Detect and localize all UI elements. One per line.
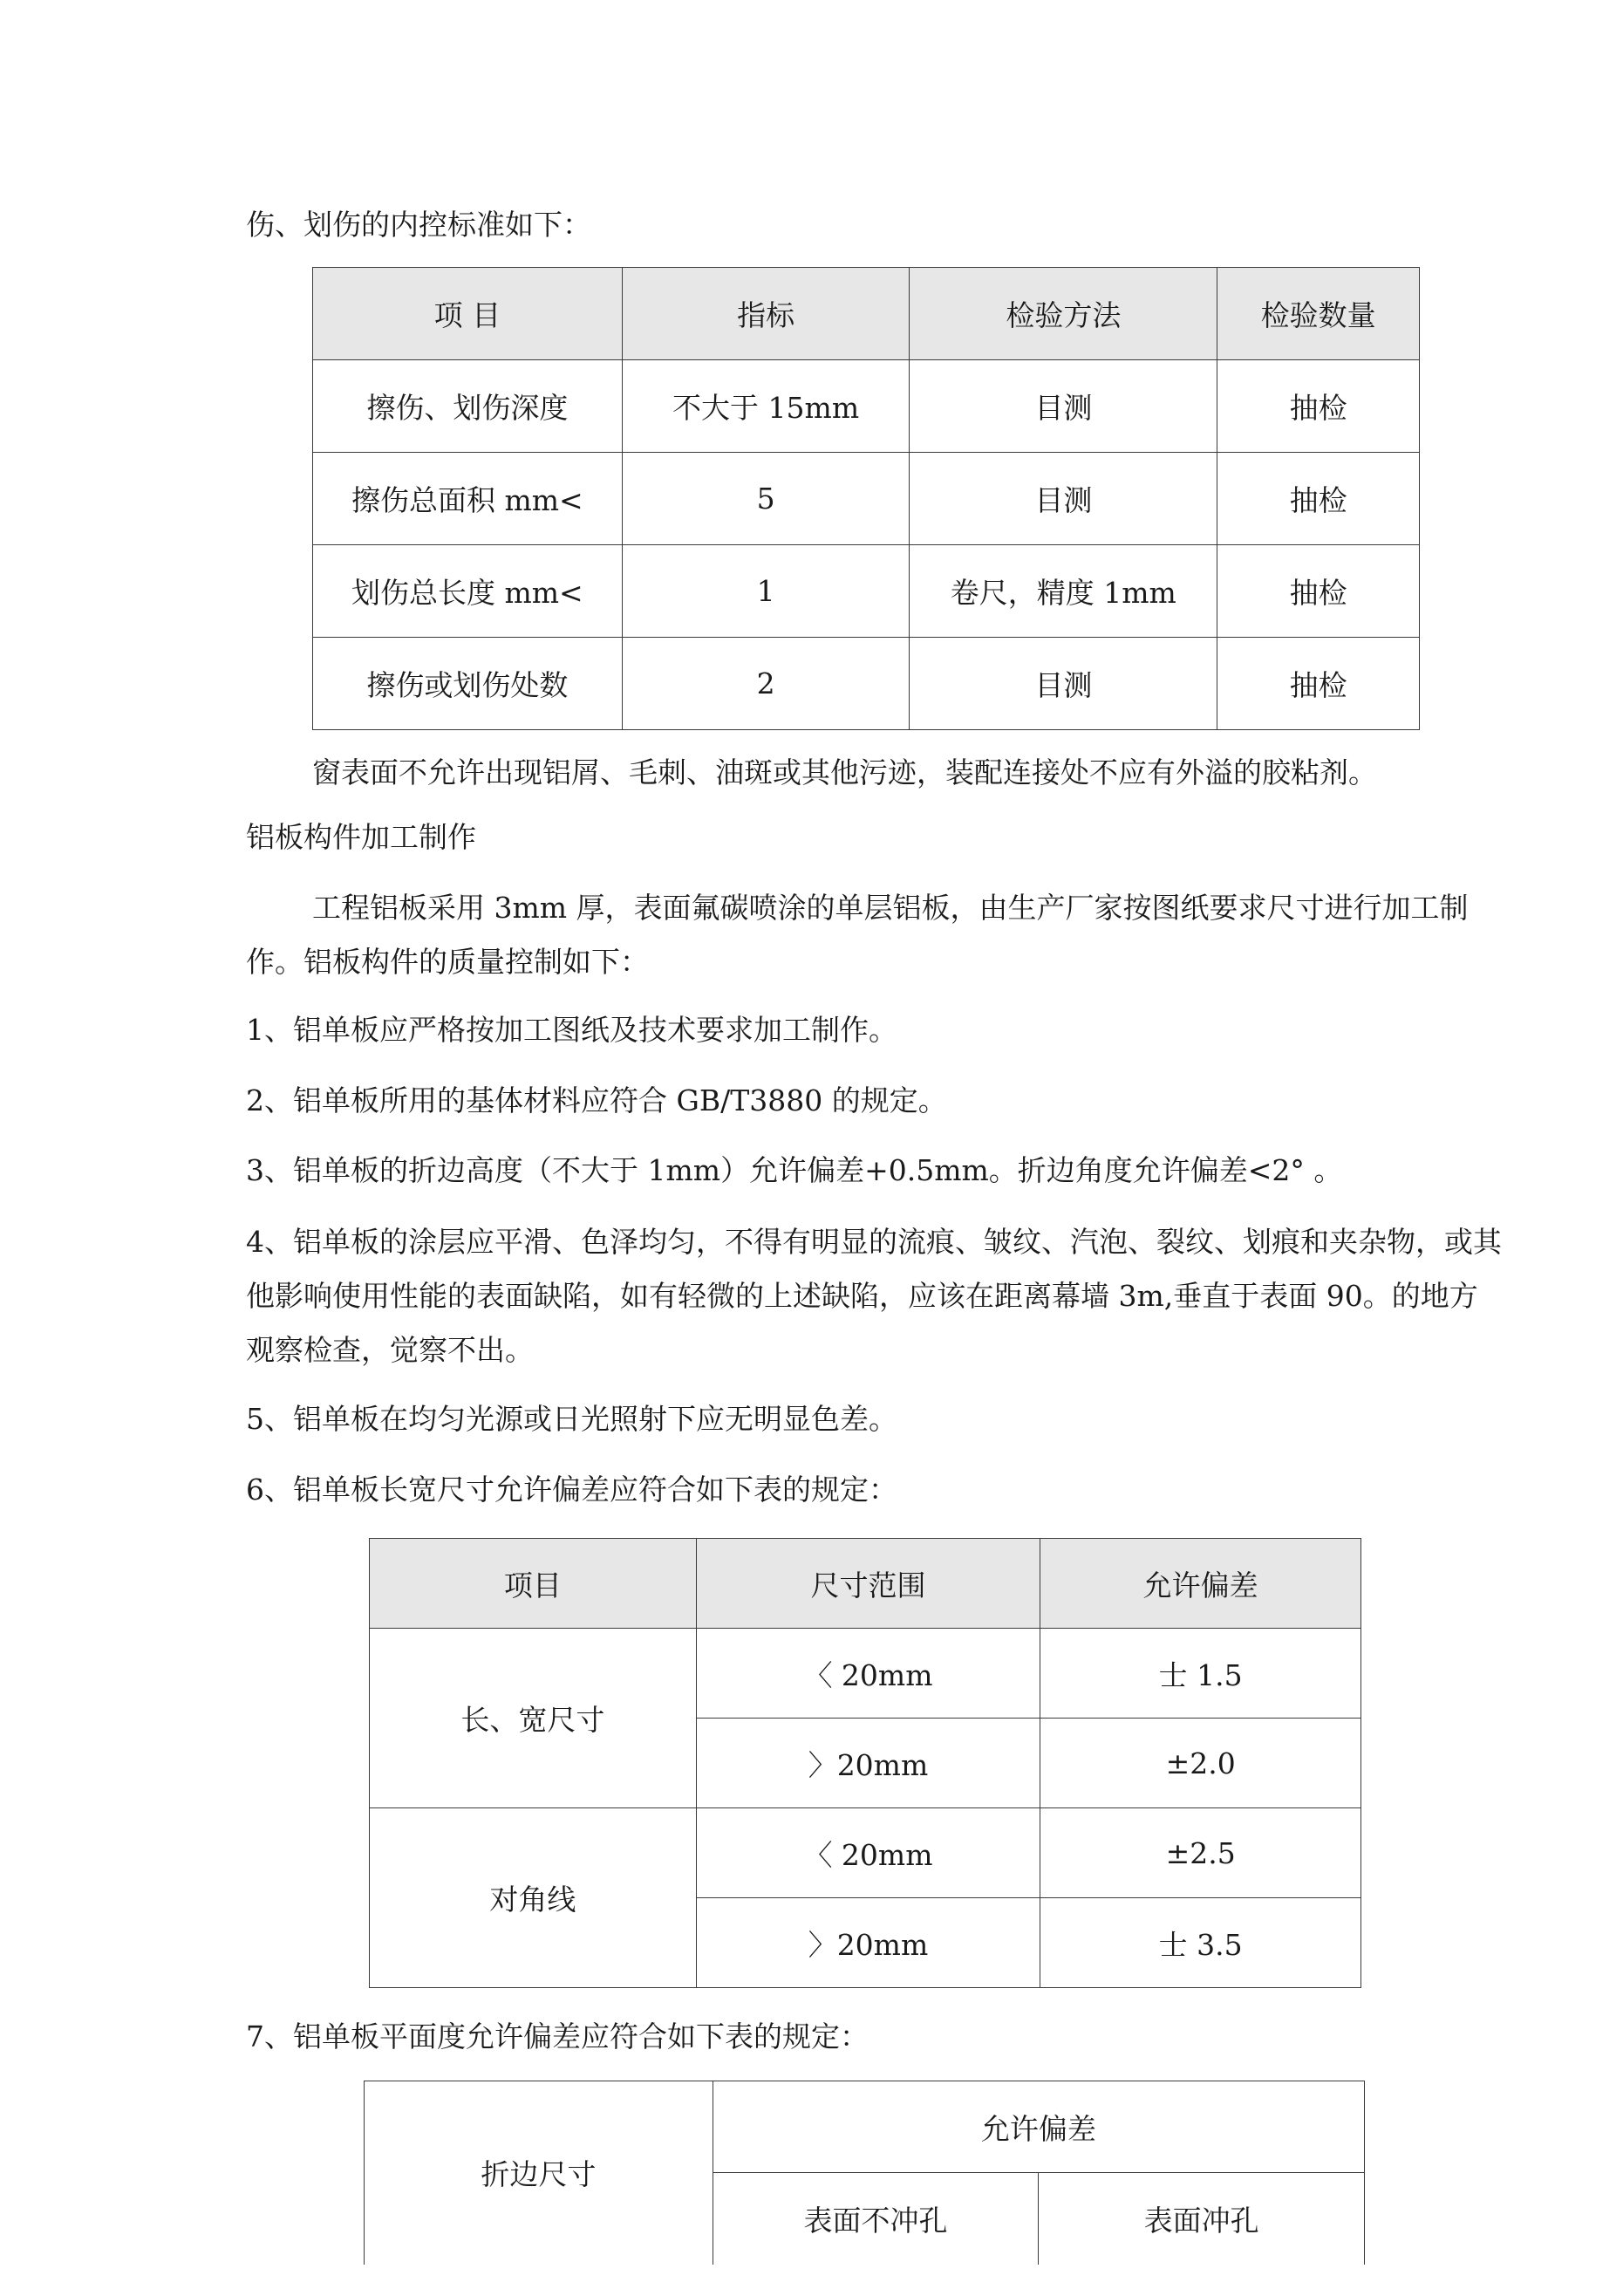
table-cell: 〉20mm bbox=[696, 1898, 1040, 1988]
table-cell: 抽检 bbox=[1217, 453, 1420, 545]
column-header: 检验方法 bbox=[910, 268, 1217, 360]
table-cell: 目测 bbox=[910, 453, 1217, 545]
table-cell: 抽检 bbox=[1217, 638, 1420, 730]
column-group-header: 允许偏差 bbox=[713, 2081, 1364, 2173]
table-cell: 士 3.5 bbox=[1040, 1898, 1361, 1988]
table-cell: 2 bbox=[622, 638, 910, 730]
column-header: 项 目 bbox=[313, 268, 623, 360]
table-row bbox=[313, 545, 1420, 638]
table-cell: 〉20mm bbox=[696, 1719, 1040, 1808]
table-cell: 目测 bbox=[910, 638, 1217, 730]
table-cell: 卷尺，精度 1mm bbox=[910, 545, 1217, 638]
intro-line: 伤、划伤的内控标准如下： bbox=[246, 208, 591, 242]
table-header-row bbox=[365, 2081, 1365, 2173]
scratch-standard-table bbox=[312, 267, 1420, 730]
table-row bbox=[313, 360, 1420, 453]
list-item: 3、铝单板的折边高度（不大于 1mm）允许偏差+0.5mm。折边角度允许偏差<2° 。 bbox=[246, 1153, 1343, 1187]
table-row bbox=[370, 1629, 1361, 1719]
list-item: 6、铝单板长宽尺寸允许偏差应符合如下表的规定： bbox=[246, 1473, 897, 1507]
table-row bbox=[313, 453, 1420, 545]
column-header: 表面不冲孔 bbox=[713, 2173, 1039, 2265]
section-title: 铝板构件加工制作 bbox=[246, 820, 476, 854]
column-header: 指标 bbox=[622, 268, 910, 360]
list-item: 1、铝单板应严格按加工图纸及技术要求加工制作。 bbox=[246, 1013, 897, 1047]
paragraph-window: 窗表面不允许出现铝屑、毛刺、油斑或其他污迹，装配连接处不应有外溢的胶粘剂。 bbox=[312, 755, 1377, 789]
table-cell: 抽检 bbox=[1217, 545, 1420, 638]
table-cell: 擦伤、划伤深度 bbox=[313, 360, 623, 453]
table-cell: ±2.0 bbox=[1040, 1719, 1361, 1808]
row-group-label: 长、宽尺寸 bbox=[370, 1629, 697, 1808]
table-cell: 〈 20mm bbox=[696, 1629, 1040, 1719]
table-cell: 5 bbox=[622, 453, 910, 545]
table-cell: 士 1.5 bbox=[1040, 1629, 1361, 1719]
table-cell: 〈 20mm bbox=[696, 1808, 1040, 1898]
list-item: 7、铝单板平面度允许偏差应符合如下表的规定： bbox=[246, 2019, 869, 2053]
table-cell: ±2.5 bbox=[1040, 1808, 1361, 1898]
table-row bbox=[370, 1808, 1361, 1898]
row-header: 折边尺寸 bbox=[365, 2081, 713, 2265]
column-header: 项目 bbox=[370, 1539, 697, 1629]
table-cell: 目测 bbox=[910, 360, 1217, 453]
table-header-row bbox=[370, 1539, 1361, 1629]
list-item: 4、铝单板的涂层应平滑、色泽均匀，不得有明显的流痕、皱纹、汽泡、裂纹、划痕和夹杂物，或其他影响使用性能的表面缺陷，如有轻微的上述缺陷，应该在距离幕墙 3m,垂直于表面 90。的地方观察检查，觉察不出。 bbox=[246, 1225, 1502, 1367]
column-header: 检验数量 bbox=[1217, 268, 1420, 360]
table-header-row bbox=[313, 268, 1420, 360]
table-row bbox=[313, 638, 1420, 730]
column-header: 允许偏差 bbox=[1040, 1539, 1361, 1629]
list-item: 5、铝单板在均匀光源或日光照射下应无明显色差。 bbox=[246, 1402, 897, 1436]
dimension-tolerance-table bbox=[369, 1538, 1361, 1988]
flatness-tolerance-table bbox=[364, 2081, 1365, 2265]
table-cell: 划伤总长度 mm< bbox=[313, 545, 623, 638]
list-item: 2、铝单板所用的基体材料应符合 GB/T3880 的规定。 bbox=[246, 1083, 947, 1117]
row-group-label: 对角线 bbox=[370, 1808, 697, 1988]
table-cell: 1 bbox=[622, 545, 910, 638]
column-header: 表面冲孔 bbox=[1039, 2173, 1365, 2265]
table-cell: 擦伤总面积 mm< bbox=[313, 453, 623, 545]
table-cell: 擦伤或划伤处数 bbox=[313, 638, 623, 730]
column-header: 尺寸范围 bbox=[696, 1539, 1040, 1629]
table-cell: 不大于 15mm bbox=[622, 360, 910, 453]
table-cell: 抽检 bbox=[1217, 360, 1420, 453]
paragraph-aluminum: 工程铝板采用 3mm 厚，表面氟碳喷涂的单层铝板，由生产厂家按图纸要求尺寸进行加工制作。铝板构件的质量控制如下： bbox=[246, 891, 1469, 979]
